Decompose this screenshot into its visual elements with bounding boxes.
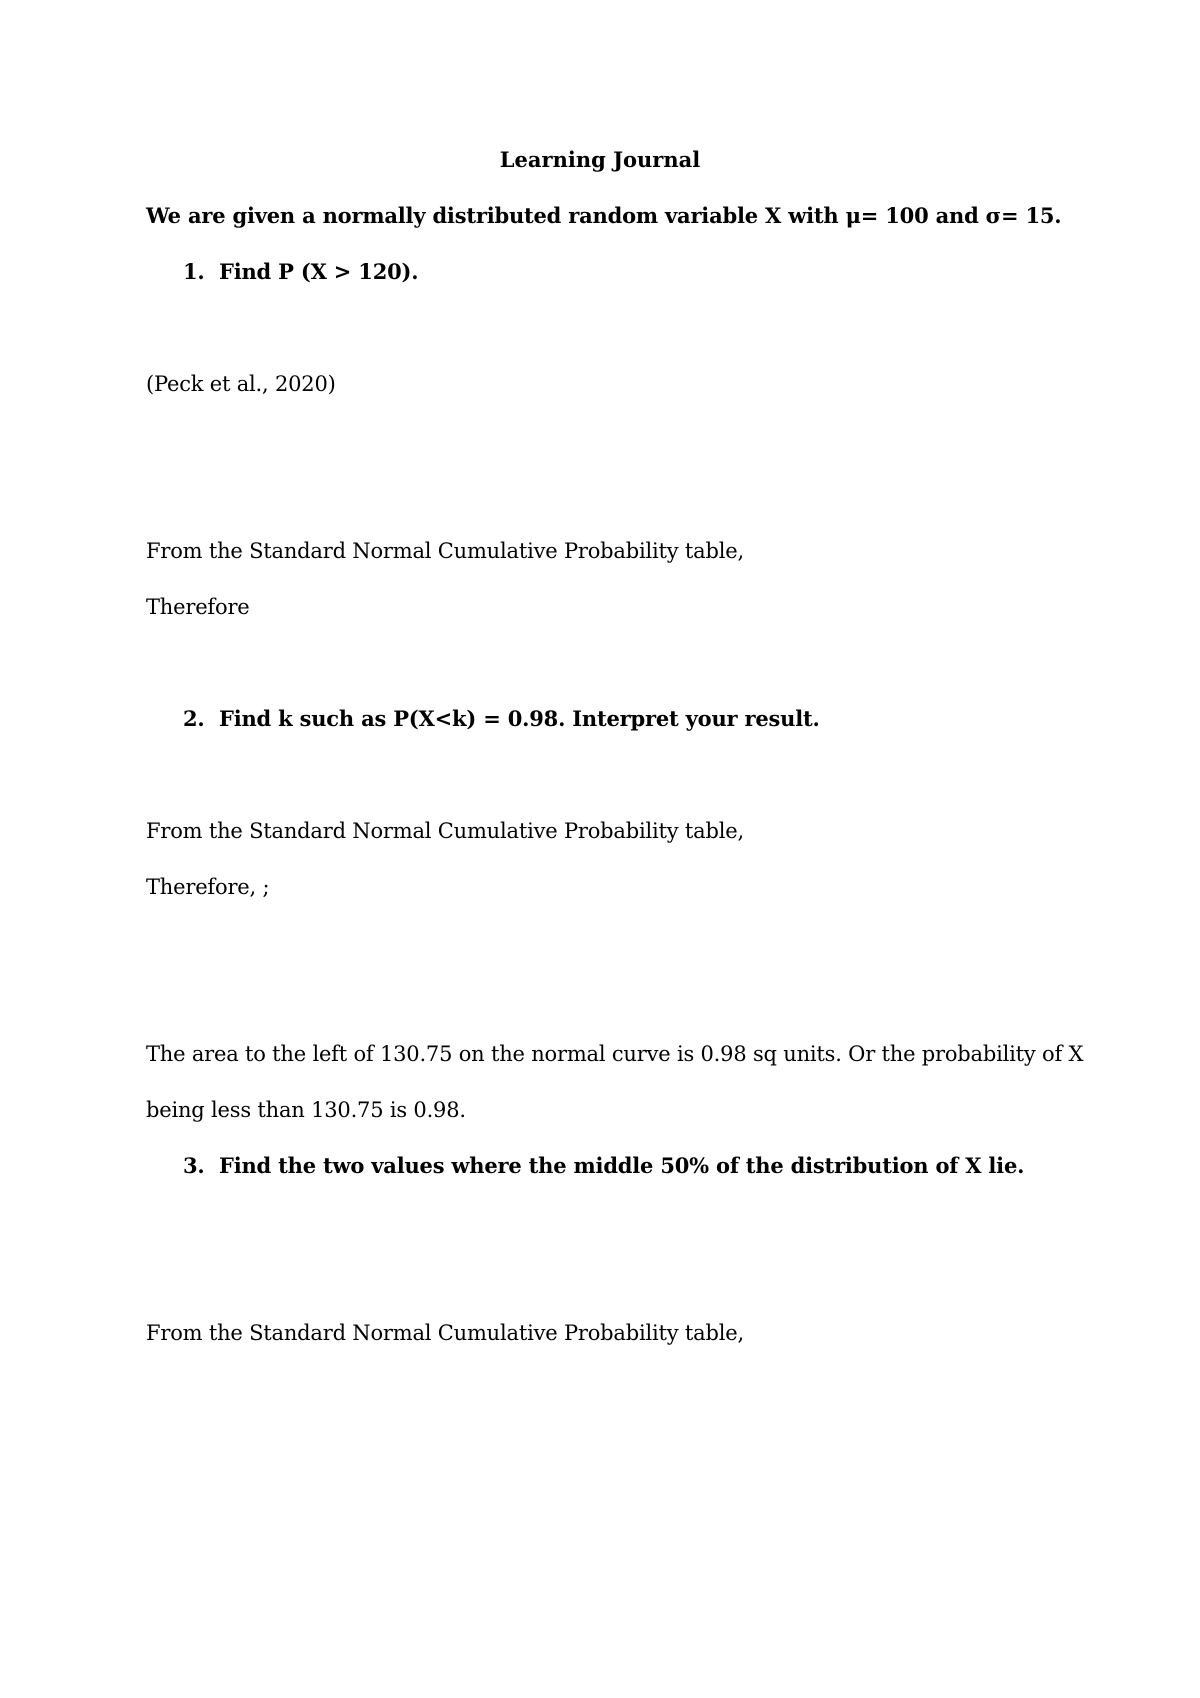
q2-interpretation-line-1: The area to the left of 130.75 on the normal curve is 0.98 sq units. Or the probability of X — [146, 1042, 1084, 1066]
question-1-number: 1. — [183, 259, 205, 284]
q2-interpretation-line-2: being less than 130.75 is 0.98. — [146, 1098, 466, 1122]
question-1 — [183, 258, 418, 286]
question-1-text: Find P (X > 120). — [219, 259, 419, 284]
q2-table-note: From the Standard Normal Cumulative Probability table, — [146, 819, 744, 843]
intro-statement: We are given a normally distributed random variable X with μ= 100 and σ= 15. — [146, 203, 1062, 228]
question-2-text: Find k such as P(X<k) = 0.98. Interpret your result. — [219, 706, 820, 731]
q2-therefore: Therefore, ; — [146, 875, 270, 899]
document-title: Learning Journal — [499, 147, 701, 172]
question-2 — [183, 705, 820, 733]
q1-therefore: Therefore — [146, 595, 250, 619]
q1-table-note: From the Standard Normal Cumulative Probability table, — [146, 539, 744, 563]
question-2-number: 2. — [183, 706, 205, 731]
question-3 — [183, 1152, 1024, 1180]
question-3-text: Find the two values where the middle 50% of the distribution of X lie. — [219, 1153, 1025, 1178]
q3-table-note: From the Standard Normal Cumulative Probability table, — [146, 1321, 744, 1345]
citation: (Peck et al., 2020) — [146, 372, 336, 396]
question-3-number: 3. — [183, 1153, 205, 1178]
